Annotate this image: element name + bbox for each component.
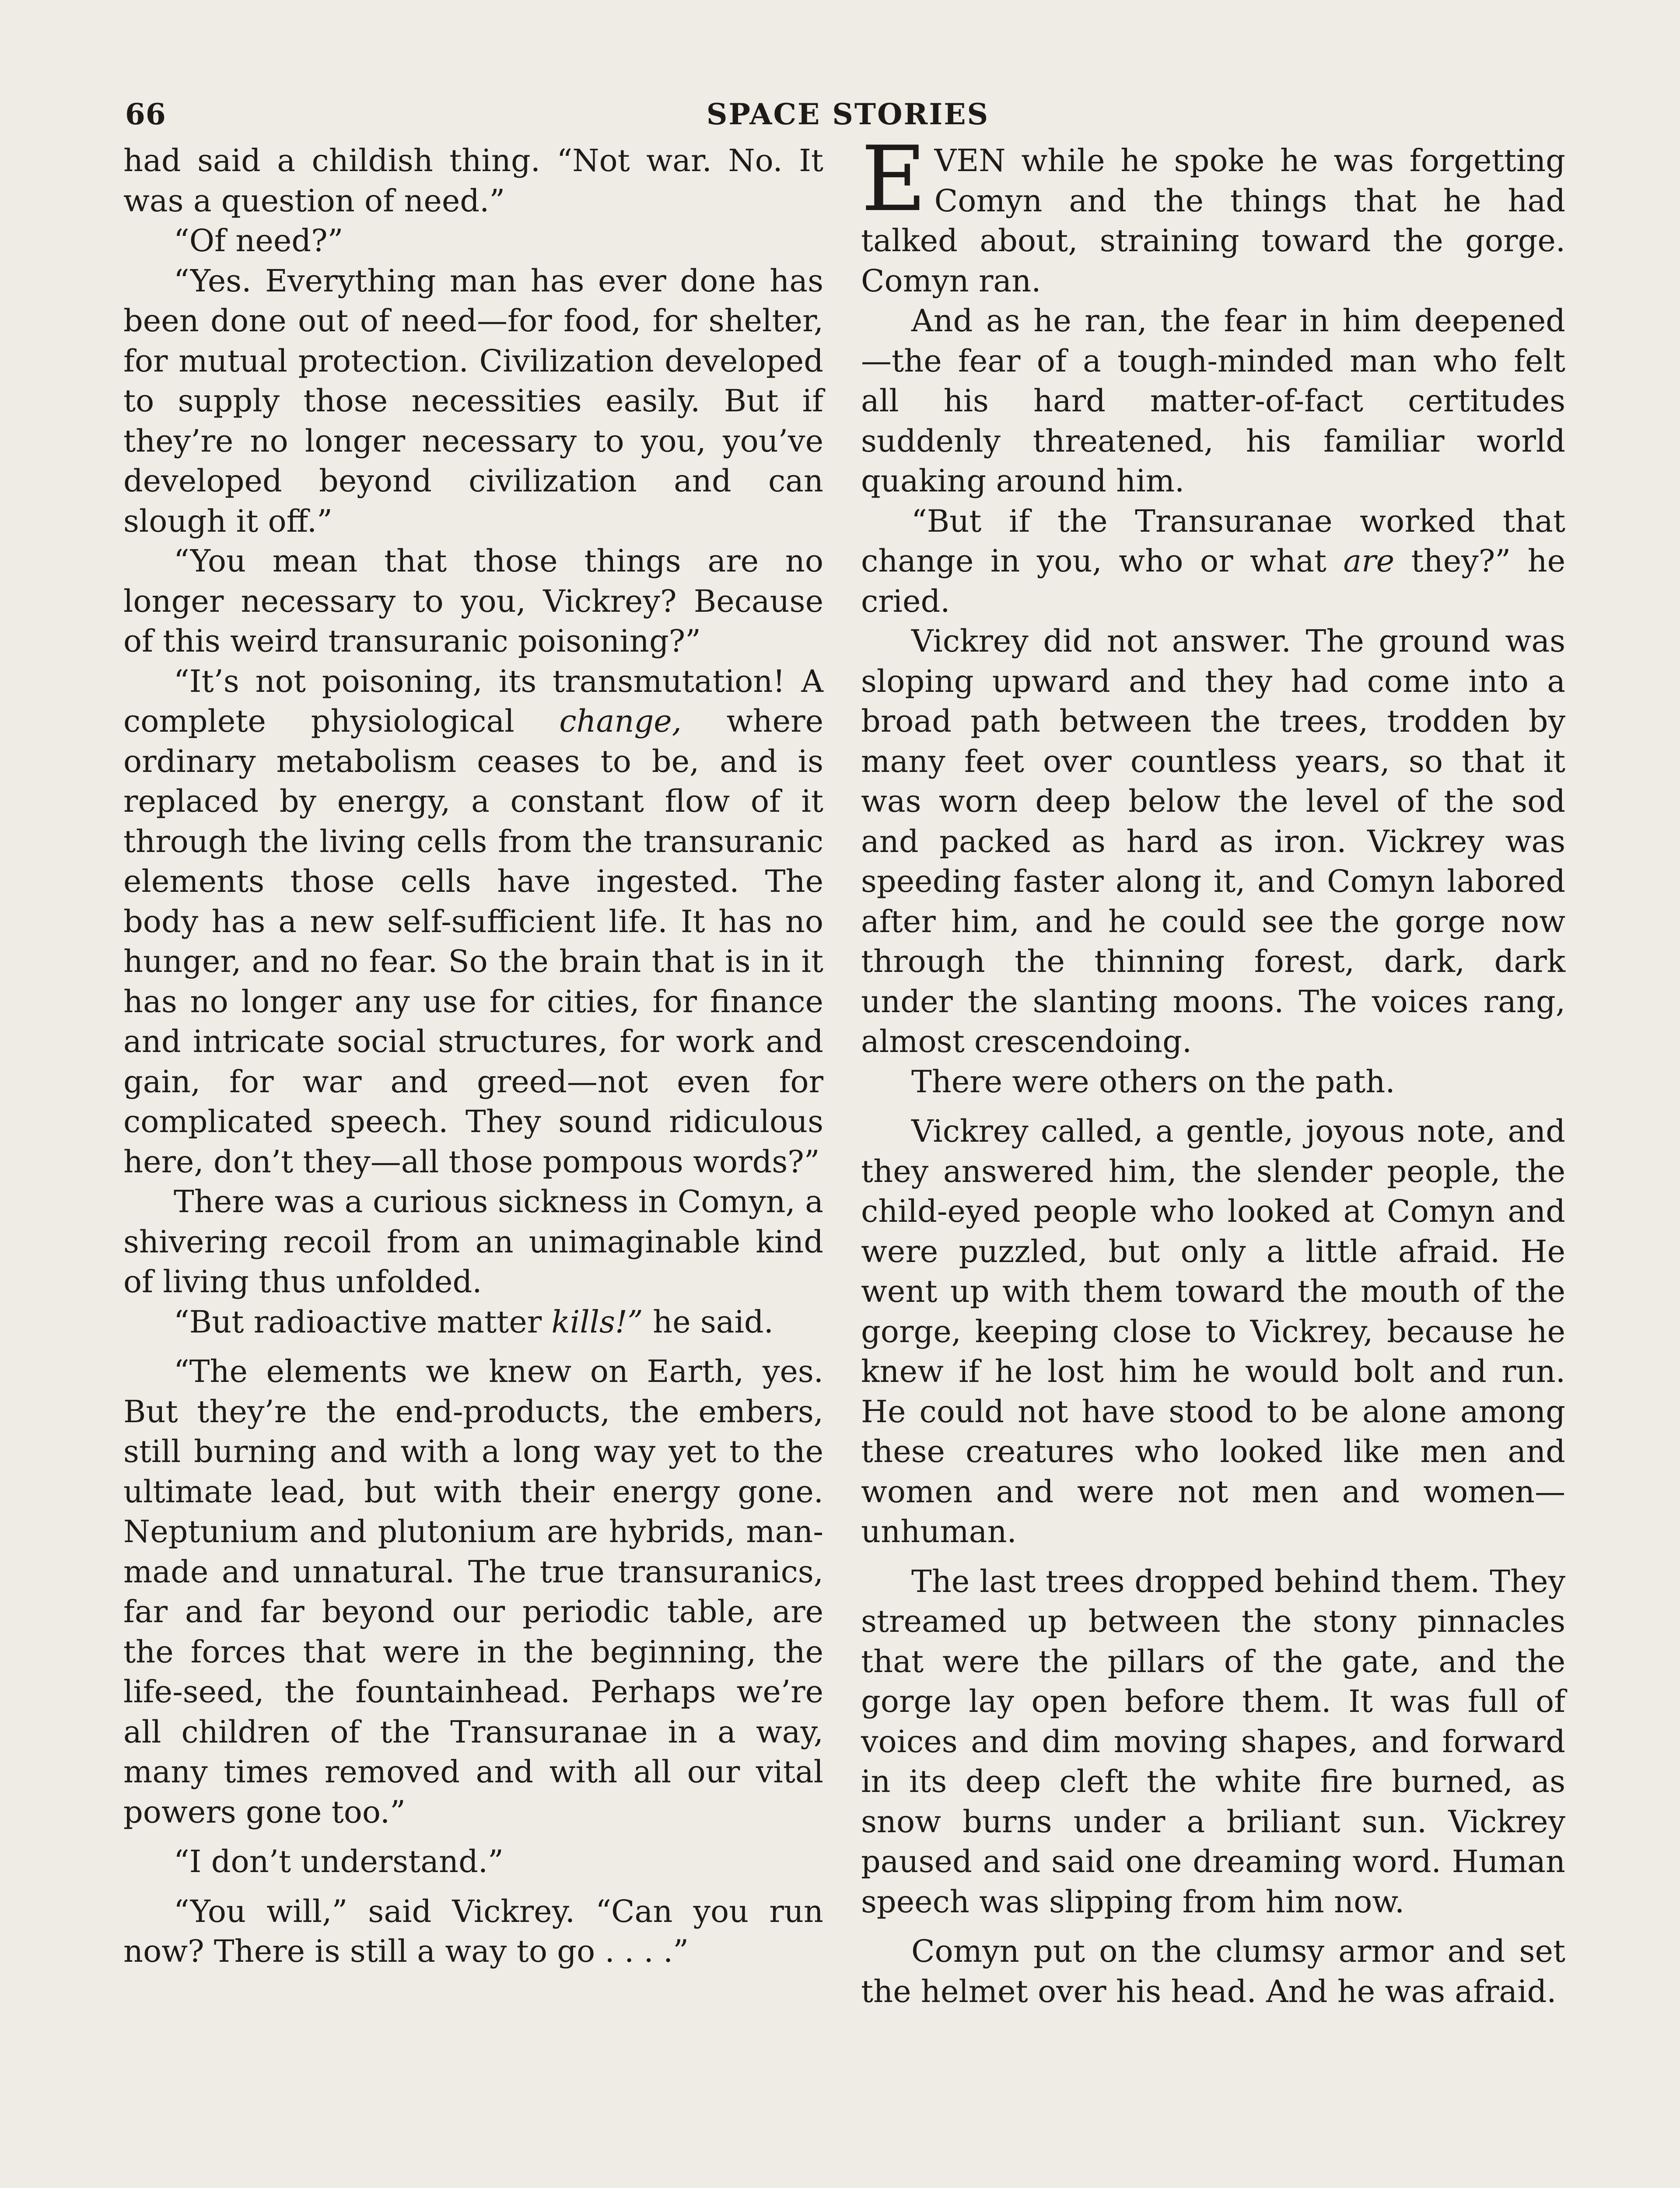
paragraph	[123, 1302, 823, 1343]
drop-cap: E	[861, 127, 927, 231]
paragraph: Vickrey did not answer. The ground was sloping upward and they had come into a broad path between the trees, trodden by many feet over countless years, so that it was worn deep below the level of the sod and packed as hard as iron. Vickrey was speeding faster along it, and Comyn labored after him, and he could see the gorge now through the thinning forest, dark, dark under the slanting moons. The voices rang, almost crescendoing.	[861, 623, 1565, 1059]
paragraph	[861, 501, 1565, 622]
emphasis-text: kills!”	[551, 1304, 643, 1340]
paragraph: Vickrey called, a gentle, joyous note, and they answered him, the slender people, the child-eyed people who looked at Comyn and were puzzled, but only a little afraid. He went up with them toward the mouth of the gorge, keeping close to Vickrey, because he knew if he lost him he would bolt and run. He could not have stood to be alone among these creatures who looked like men and women and were not men and women—unhuman.	[861, 1113, 1565, 1550]
paragraph-text: “But if the Transuranae worked that change in you, who or what	[861, 503, 1565, 579]
paragraph-text: “But radioactive matter	[174, 1304, 552, 1340]
paragraph: had said a childish thing. “Not war. No. It was a question of need.”	[123, 143, 823, 219]
paragraph-text: VEN while he spoke he was forgetting Comyn and the things that he had talked about, straining toward the gorge. Comyn ran.	[861, 143, 1565, 299]
paragraph-text: “It’s not poisoning, its transmutation! A complete physiological	[123, 663, 823, 739]
paragraph: “The elements we knew on Earth, yes. But they’re the end-products, the embers, still burning and with a long way yet to the ultimate lead, but with their energy gone. Neptunium and plutonium are hybrids, man-made and unnatural. The true transuranics, far and far beyond our periodic table, are the forces that were in the beginning, the life-seed, the fountainhead. Perhaps we’re all children of the Transuranae in a way, many times removed and with all our vital powers gone too.”	[123, 1353, 823, 1830]
page-number: 66	[125, 97, 166, 131]
paragraph: “You mean that those things are no longer necessary to you, Vickrey? Because of this weird transuranic poisoning?”	[123, 543, 823, 659]
paragraph: And as he ran, the fear in him deepened—the fear of a tough-minded man who felt all his hard matter-of-fact certitudes suddenly threatened, his familiar world quaking around him.	[861, 303, 1565, 499]
paragraph-text: they?” he cried.	[861, 543, 1566, 619]
paragraph-text: where ordinary metabolism ceases to be, and is replaced by energy, a constant flow of it through the living cells from the transuranic elements those cells have ingested. The body has a new self-sufficient life. It has no hunger, and no fear. So the brain that is in it has no longer any use for cities, for finance and intricate social structures, for work and gain, for war and greed—not even for complicated speech. They sound ridiculous here, don’t they—all those pompous words?”	[123, 703, 823, 1180]
paragraph: The last trees dropped behind them. They streamed up between the stony pinnacles that were the pillars of the gate, and the gorge lay open before them. It was full of voices and dim moving shapes, and forward in its deep cleft the white fire burned, as snow burns under a briliant sun. Vickrey paused and said one dreaming word. Human speech was slipping from him now.	[861, 1563, 1565, 1920]
paragraph: There was a curious sickness in Comyn, a shivering recoil from an unimaginable kind of living thus unfolded.	[123, 1184, 823, 1300]
paragraph: There were others on the path.	[911, 1063, 1395, 1100]
paragraph-text: he said.	[643, 1304, 774, 1340]
emphasis-text: are	[1343, 543, 1395, 579]
paragraph: Comyn put on the clumsy armor and set the helmet over his head. And he was afraid.	[861, 1933, 1565, 2009]
paragraph: “Yes. Everything man has ever done has been done out of need—for food, for shelter, for mutual protection. Civilization developed to supply those necessities easily. But if they’re no longer necessary to you, you’ve developed beyond civilization and can slough it off.”	[123, 263, 823, 539]
paragraph	[861, 127, 1565, 301]
page-header	[125, 97, 1571, 137]
left-column	[123, 141, 823, 1972]
emphasis-text: change,	[559, 703, 682, 739]
paragraph: “You will,” said Vickrey. “Can you run now? There is still a way to go . . . .”	[123, 1893, 823, 1969]
paragraph	[123, 662, 823, 1182]
paragraph: “I don’t understand.”	[174, 1844, 504, 1879]
magazine-title: SPACE STORIES	[706, 97, 990, 131]
paragraph: “Of need?”	[174, 223, 343, 259]
right-column	[861, 127, 1566, 2012]
